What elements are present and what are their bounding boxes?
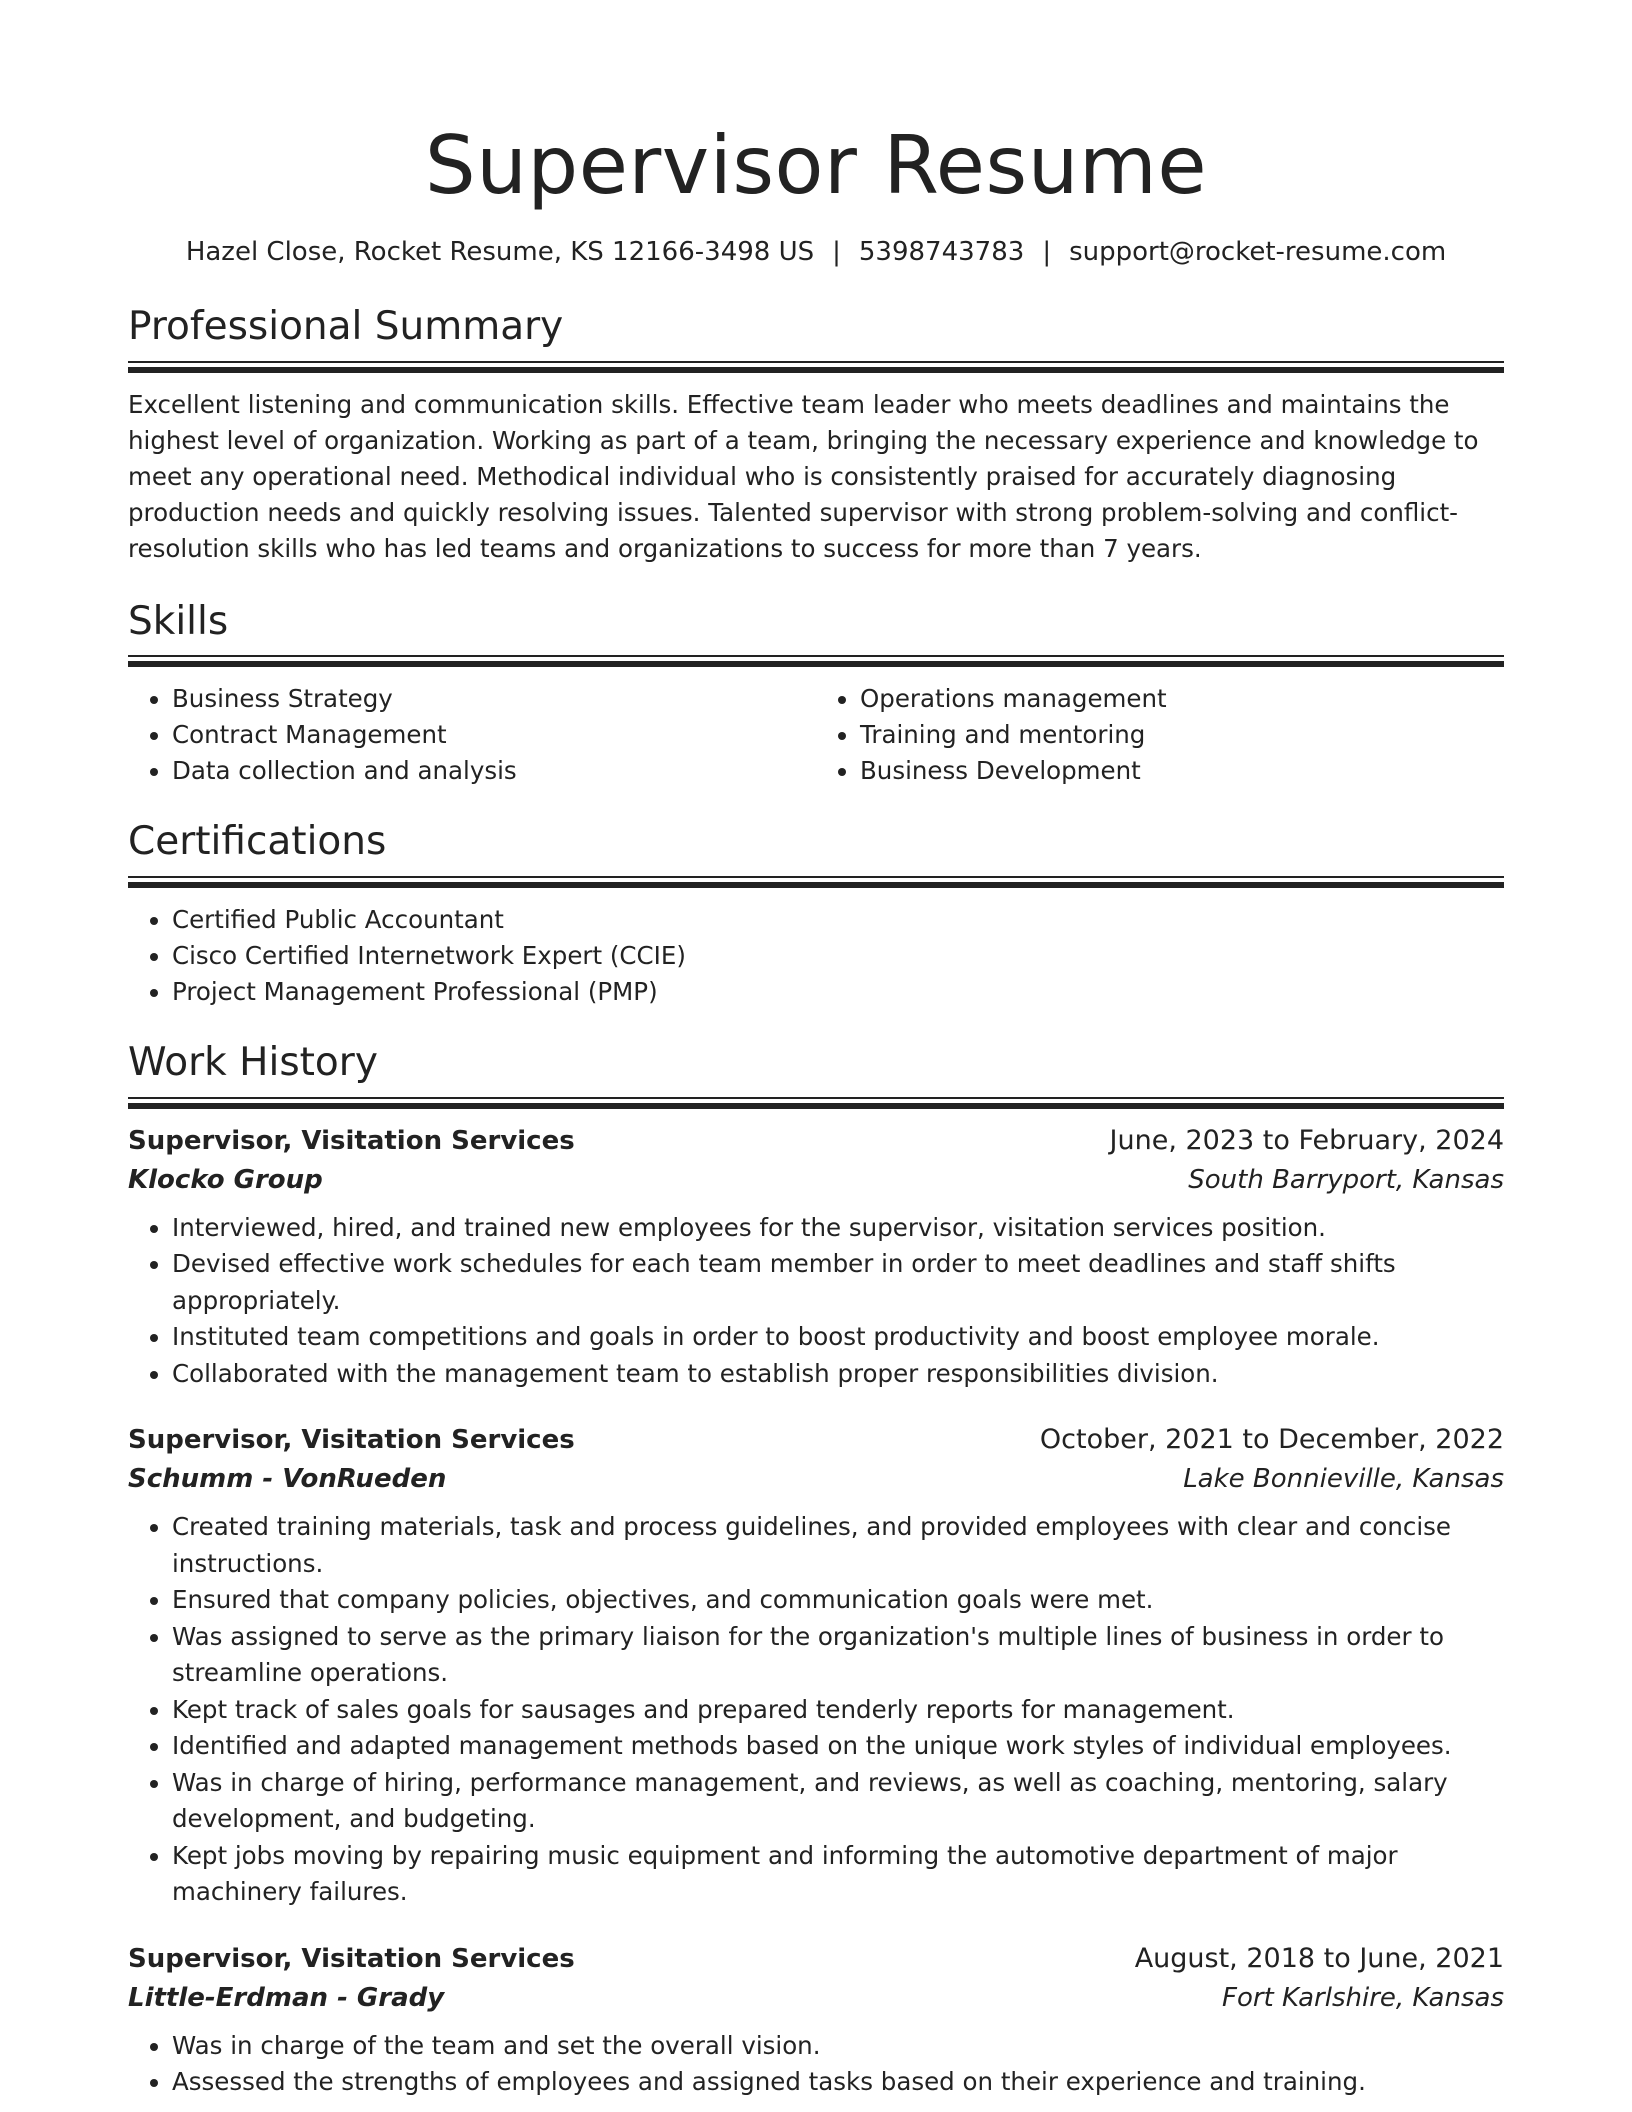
job-dates: June, 2023 to February, 2024 — [1109, 1124, 1504, 1156]
job-dates: October, 2021 to December, 2022 — [1039, 1424, 1504, 1456]
certifications-section — [128, 819, 1504, 1010]
section-heading: Work History — [128, 1040, 378, 1086]
job-entry — [128, 1939, 1504, 2101]
job-bullets — [128, 1509, 1504, 1911]
list-item: • Interviewed, hired, and trained new employees for the supervisor, visitation services position. — [172, 1210, 1504, 1247]
certifications-list — [128, 902, 1504, 1010]
page-title: Supervisor Resume — [424, 119, 1208, 212]
summary-text: Excellent listening and communication skills. Effective team leader who meets deadlines and maintains the highest level of organization. Working as part of a team, bringing the necessary experience and knowledge to meet any operational need. Methodical individual who is consistently praised for accurately diagnosing production needs and quickly resolving issues. Talented supervisor with strong problem-solving and conflict-resolution skills who has led teams and organizations to success for more than 7 years. — [128, 389, 1479, 563]
contact-separator: | — [832, 237, 841, 267]
job-dates: August, 2018 to June, 2021 — [1134, 1942, 1504, 1974]
job-subheader — [128, 1460, 1504, 1499]
list-item: • Was in charge of hiring, performance management, and reviews, as well as coaching, mentoring, salary development, and budgeting. — [172, 1765, 1504, 1838]
skills-left-list — [128, 681, 816, 789]
list-item: • Kept jobs moving by repairing music equipment and informing the automotive department of major machinery failures. — [172, 1838, 1504, 1911]
list-item: • Instituted team competitions and goals in order to boost productivity and boost employee morale. — [172, 1319, 1504, 1356]
work-history-section — [128, 1040, 1504, 2101]
list-item: • Collaborated with the management team to establish proper responsibilities division. — [172, 1356, 1504, 1393]
list-item: • Cisco Certified Internetwork Expert (CCIE) — [172, 938, 1504, 974]
job-location: Lake Bonnieville, Kansas — [1183, 1464, 1504, 1495]
section-heading: Skills — [128, 598, 229, 644]
job-bullets — [128, 1210, 1504, 1393]
list-item: • Operations management — [860, 681, 1504, 717]
skills-section — [128, 599, 1504, 790]
section-divider — [128, 655, 1504, 667]
list-item: • Business Strategy — [172, 681, 816, 717]
section-divider — [128, 1097, 1504, 1109]
skills-right-list — [816, 681, 1504, 789]
list-item: • Was in charge of the team and set the overall vision. — [172, 2028, 1504, 2065]
job-entry — [128, 1121, 1504, 1393]
list-item: • Created training materials, task and process guidelines, and provided employees with clear and concise instructions. — [172, 1509, 1504, 1582]
list-item: • Project Management Professional (PMP) — [172, 974, 1504, 1010]
resume-page — [128, 0, 1504, 2101]
list-item: • Training and mentoring — [860, 717, 1504, 753]
job-title: Supervisor, Visitation Services — [128, 1943, 575, 1974]
list-item: • Devised effective work schedules for each team member in order to meet deadlines and staff shifts appropriately. — [172, 1246, 1504, 1319]
contact-email: support@rocket-resume.com — [1069, 237, 1447, 267]
section-heading: Certifications — [128, 819, 387, 865]
job-header — [128, 1939, 1504, 1979]
list-item: • Was assigned to serve as the primary liaison for the organization's multiple lines of business in order to streamline operations. — [172, 1619, 1504, 1692]
contact-phone: 5398743783 — [858, 237, 1025, 267]
section-heading: Professional Summary — [128, 303, 564, 349]
job-subheader — [128, 1161, 1504, 1200]
contact-line — [128, 236, 1504, 270]
list-item: • Certified Public Accountant — [172, 902, 1504, 938]
contact-address: Hazel Close, Rocket Resume, KS 12166-3498 US — [185, 237, 815, 267]
section-divider — [128, 361, 1504, 373]
job-company: Klocko Group — [128, 1164, 323, 1195]
job-entry — [128, 1420, 1504, 1911]
job-company: Schumm - VonRueden — [128, 1464, 447, 1495]
job-title: Supervisor, Visitation Services — [128, 1125, 575, 1156]
list-item: • Business Development — [860, 753, 1504, 789]
job-location: South Barryport, Kansas — [1188, 1164, 1504, 1195]
contact-separator: | — [1042, 237, 1052, 267]
job-company: Little-Erdman - Grady — [128, 1982, 445, 2013]
list-item: • Data collection and analysis — [172, 753, 816, 789]
job-title: Supervisor, Visitation Services — [128, 1425, 575, 1456]
job-header — [128, 1420, 1504, 1460]
section-divider — [128, 876, 1504, 888]
job-header — [128, 1121, 1504, 1161]
job-bullets — [128, 2028, 1504, 2101]
job-subheader — [128, 1979, 1504, 2018]
job-location: Fort Karlshire, Kansas — [1221, 1982, 1504, 2013]
skills-columns — [128, 681, 1504, 789]
list-item: • Identified and adapted management methods based on the unique work styles of individual employees. — [172, 1728, 1504, 1765]
list-item: • Kept track of sales goals for sausages and prepared tenderly reports for management. — [172, 1692, 1504, 1729]
list-item: • Contract Management — [172, 717, 816, 753]
list-item: • Ensured that company policies, objectives, and communication goals were met. — [172, 1582, 1504, 1619]
list-item: • Assessed the strengths of employees and assigned tasks based on their experience and training. — [172, 2064, 1504, 2101]
summary-section — [128, 304, 1504, 567]
